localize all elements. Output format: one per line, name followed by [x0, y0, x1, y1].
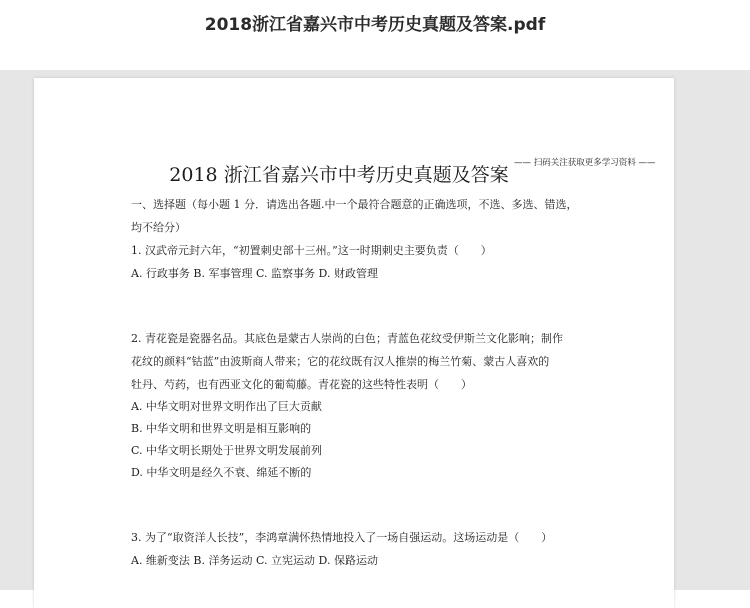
question-2-option-a: A. 中华文明对世界文明作出了巨大贡献 [131, 400, 322, 413]
question-2-option-d: D. 中华文明是经久不衰、绵延不断的 [131, 466, 312, 479]
question-2-option-c: C. 中华文明长期处于世界文明发展前列 [131, 444, 323, 457]
document-title: 2018 浙江省嘉兴市中考历史真题及答案 [169, 164, 509, 186]
pdf-page [34, 78, 674, 608]
section-header: 一、选择题（每小题 1 分．请选出各题.中一个最符合题意的正确选项，不选、多选、错选， [131, 198, 578, 211]
file-title: 2018浙江省嘉兴市中考历史真题及答案.pdf [204, 15, 546, 35]
question-2-option-b: B. 中华文明和世界文明是相互影响的 [131, 422, 312, 435]
question-1-stem: 1. 汉武帝元封六年，“初置刺史部十三州。”这一时期刺史主要负责（ ） [131, 244, 492, 257]
question-2-stem-line2: 花纹的颜料“钴蓝”由波斯商人带来；它的花纹既有汉人推崇的梅兰竹菊、蒙古人喜欢的 [131, 355, 550, 368]
question-2-stem-line1: 2. 青花瓷是瓷器名品。其底色是蒙古人崇尚的白色；青蓝色花纹受伊斯兰文化影响；制作 [131, 332, 563, 345]
watermark-text: —— 扫码关注获取更多学习资料 —— [514, 158, 656, 168]
question-3-options: A. 维新变法 B. 洋务运动 C. 立宪运动 D. 保路运动 [131, 554, 378, 567]
document-viewer[interactable] [0, 70, 750, 590]
question-3-stem: 3. 为了“取资洋人长技”，李鸿章满怀热情地投入了一场自强运动。这场运动是（ ） [131, 531, 553, 544]
question-2-stem-line3: 牡丹、芍药，也有西亚文化的葡萄藤。青花瓷的这些特性表明（ ） [131, 378, 472, 391]
viewer-top-bar [0, 0, 750, 70]
question-1-options: A. 行政事务 B. 军事管理 C. 监察事务 D. 财政管理 [131, 267, 378, 280]
section-header-continued: 均不给分） [131, 221, 186, 234]
